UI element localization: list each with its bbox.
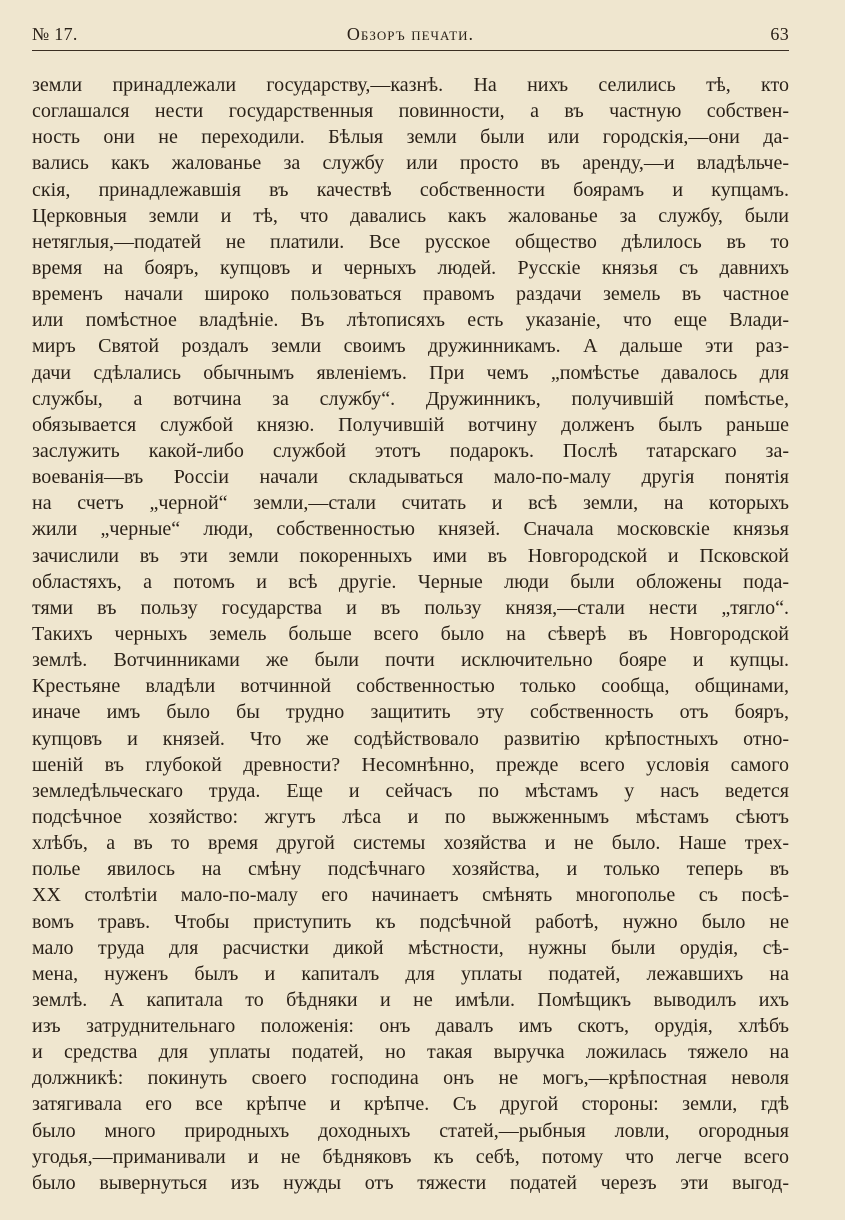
header-rule [32,50,789,51]
text-line: угодья,—приманивали и не бѣдняковъ къ себѣ, потому что легче всего [32,1145,789,1168]
text-line: вались какъ жалованье за службу или просто въ аренду,—и владѣльче- [32,152,789,175]
text-line: землѣ. А капитала то бѣдняки и не имѣли. Помѣщикъ выводилъ ихъ [32,988,789,1011]
text-line: подсѣчное хозяйство: жгутъ лѣса и по выжженнымъ мѣстамъ сѣютъ [32,805,789,828]
text-line: или помѣстное владѣніе. Въ лѣтописяхъ есть указаніе, что еще Влади- [32,309,789,332]
body-text [32,72,789,1196]
text-line: вомъ травъ. Чтобы приступить къ подсѣчной работѣ, нужно было не [32,910,789,933]
section-title: Обзоръ печати. [346,24,475,44]
text-line: полье явилось на смѣну подсѣчнаго хозяйства, и только теперь въ [32,858,789,881]
text-line: XX столѣтіи мало-по-малу его начинаетъ смѣнять многополье съ посѣ- [32,884,789,907]
text-line: жили „черные“ люди, собственностью князей. Сначала московскіе князья [32,518,789,541]
text-line: нетяглыя,—податей не платили. Все русское общество дѣлилось въ то [32,230,789,253]
text-line: должникѣ: покинуть своего господина онъ не могъ,—крѣпостная неволя [32,1067,789,1090]
text-line: заслужить какой-либо службой этотъ подарокъ. Послѣ татарскаго за- [32,439,789,462]
text-line: землѣ. Вотчинниками же были почти исключительно бояре и купцы. [32,649,789,672]
issue-number: № 17. [32,24,78,44]
text-line: обязывается службой князю. Получившій вотчину долженъ былъ раньше [32,413,789,436]
text-line: службы, а вотчина за службу“. Дружинникъ, получившій помѣстье, [32,387,789,410]
text-line: изъ затруднительнаго положенія: онъ давалъ имъ скотъ, орудія, хлѣбъ [32,1015,789,1038]
text-line: Такихъ черныхъ земель больше всего было на сѣверѣ въ Новгородской [32,622,789,645]
text-line: временъ начали широко пользоваться правомъ раздачи земель въ частное [32,283,789,306]
text-line: воеванія—въ Россіи начали складываться мало-по-малу другія понятія [32,466,789,489]
text-line: областяхъ, а потомъ и всѣ другіе. Черные люди были обложены пода- [32,570,789,593]
text-line: иначе имъ было бы трудно защитить эту собственность отъ бояръ, [32,701,789,724]
text-line: скія, принадлежавшія въ качествѣ собственности боярамъ и купцамъ. [32,178,789,201]
text-line: мена, нуженъ былъ и капиталъ для уплаты податей, лежавшихъ на [32,962,789,985]
text-line: было вывернуться изъ нужды отъ тяжести податей черезъ эти выгод- [32,1171,789,1194]
text-line: земли принадлежали государству,—казнѣ. На нихъ селились тѣ, кто [32,74,789,96]
text-line: шеній въ глубокой древности? Несомнѣнно, прежде всего условія самого [32,753,789,776]
running-header [32,22,789,50]
text-line: было много природныхъ доходныхъ статей,—рыбныя ловли, огородныя [32,1119,789,1142]
text-line: зачислили въ эти земли покоренныхъ ими въ Новгородской и Псковской [32,544,789,567]
text-line: соглашался нести государственныя повинности, а въ частную собствен- [32,100,789,123]
text-line: купцовъ и князей. Что же содѣйствовало развитію крѣпостныхъ отно- [32,727,789,750]
text-line: затягивала его все крѣпче и крѣпче. Съ другой стороны: земли, гдѣ [32,1093,789,1116]
text-line: миръ Святой роздалъ земли своимъ дружинникамъ. А дальше эти раз- [32,335,789,358]
text-line: мало труда для расчистки дикой мѣстности, нужны были орудія, сѣ- [32,936,789,959]
text-line: ность они не переходили. Бѣлыя земли были или городскія,—они да- [32,126,789,149]
text-line: Церковныя земли и тѣ, что давались какъ жалованье за службу, были [32,204,789,227]
text-line: дачи сдѣлались обычнымъ явленіемъ. При чемъ „помѣстье давалось для [32,361,789,384]
text-line: Крестьяне владѣли вотчинной собственностью только сообща, общинами, [32,675,789,698]
text-line: хлѣбъ, а въ то время другой системы хозяйства и не было. Наше трех- [32,832,789,855]
text-line: время на бояръ, купцовъ и черныхъ людей. Русскіе князья съ давнихъ [32,256,789,279]
text-line: тями въ пользу государства и въ пользу князя,—стали нести „тягло“. [32,596,789,619]
text-line: и средства для уплаты податей, но такая выручка ложилась тяжело на [32,1041,789,1064]
text-line: земледѣльческаго труда. Еще и сейчасъ по мѣстамъ у насъ ведется [32,779,789,802]
page-number: 63 [770,24,789,44]
text-line: на счетъ „черной“ земли,—стали считать и всѣ земли, на которыхъ [32,492,789,515]
